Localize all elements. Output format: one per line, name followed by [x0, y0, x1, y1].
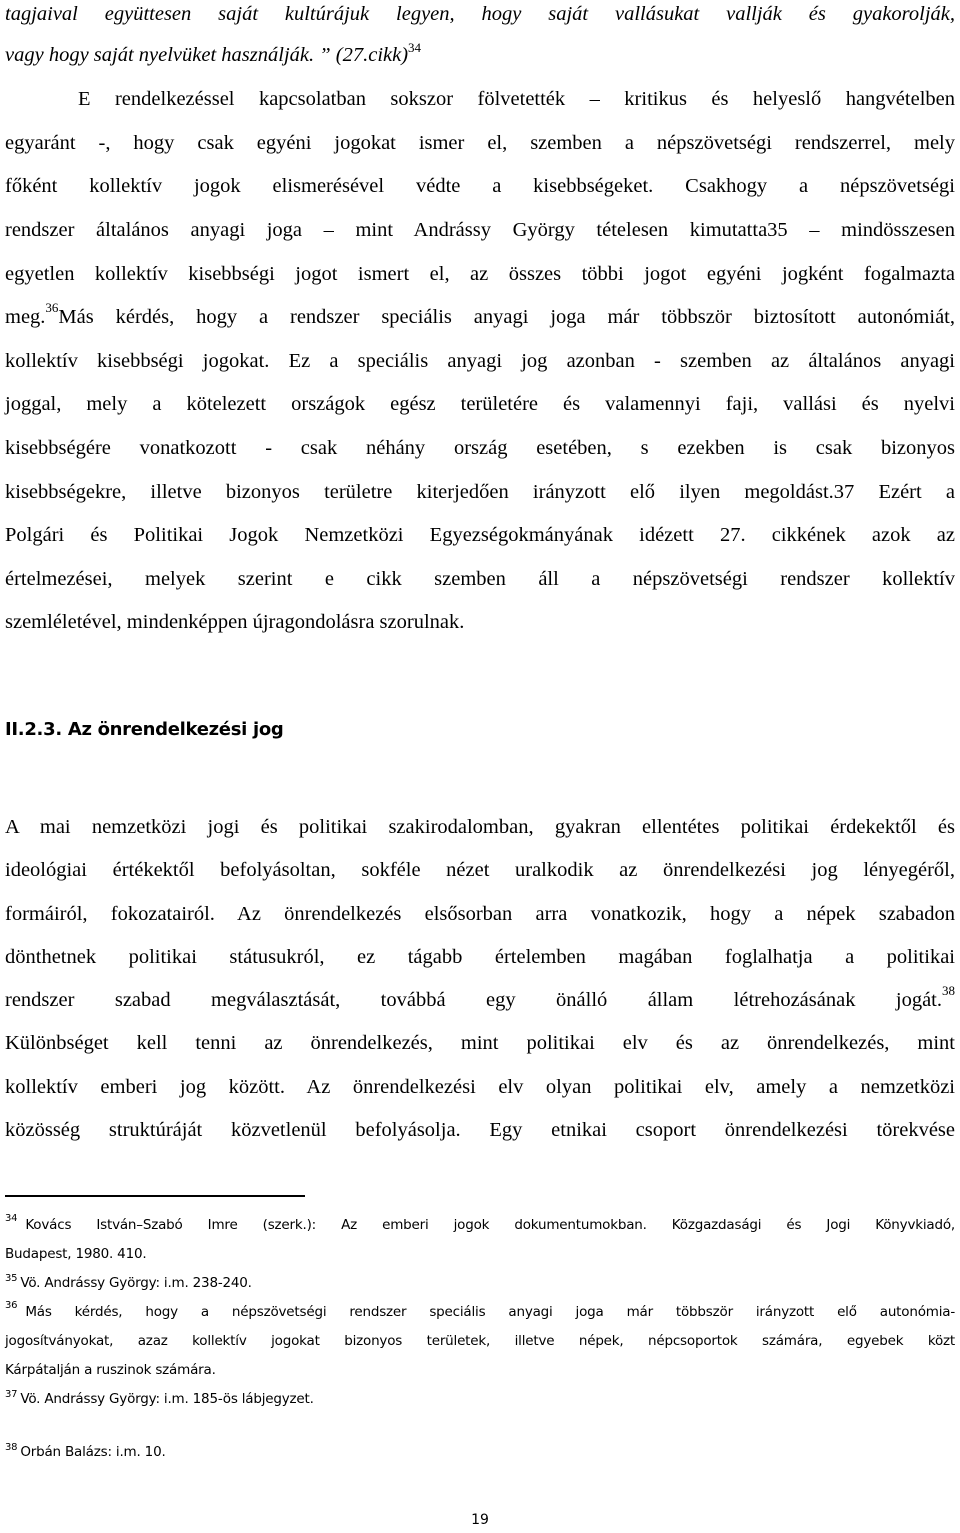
- body-line: [5, 983, 955, 1012]
- footnote-text: Orbán Balázs: i.m. 10.: [20, 1444, 166, 1460]
- text-span: Más kérdés, hogy a rendszer speciális anyagi joga már többször biztosított autonómiát,: [58, 306, 955, 328]
- body-line: [5, 436, 955, 460]
- body-line: [5, 174, 955, 198]
- text-span: ideológiai értékektől befolyásoltan, sokféle nézet uralkodik az önrendelkezési jog lényegéről,: [5, 859, 955, 881]
- footnote-text: Vö. Andrássy György: i.m. 185-ös lábjegyzet.: [20, 1391, 314, 1407]
- text-span: vagy hogy saját nyelvüket használják. ” (27.cikk): [5, 44, 409, 66]
- body-line: [5, 349, 955, 373]
- text-span: Különbséget kell tenni az önrendelkezés, mint politikai elv és az önrendelkezés, mint: [5, 1032, 955, 1054]
- body-line: [5, 567, 955, 591]
- body-line: [5, 1075, 955, 1099]
- body-line: [5, 858, 955, 882]
- text-span: értelmezései, melyek szerint e cikk szemben áll a népszövetségi rendszer kollektív: [5, 568, 955, 590]
- text-span: dönthetnek politikai státusukról, ez tágabb értelemben magában foglalhatja a politikai: [5, 946, 955, 968]
- text-span: meg.: [5, 306, 46, 328]
- body-line: [5, 300, 955, 329]
- text-span: formáiról, fokozatairól. Az önrendelkezés elsősorban arra vonatkozik, hogy a népek szabadon: [5, 903, 955, 925]
- body-line: [5, 902, 955, 926]
- text-span: közösség struktúráját közvetlenül befolyásolja. Egy etnikai csoport önrendelkezési törekvése: [5, 1119, 955, 1141]
- text-span: rendszer szabad megválasztását, továbbá egy önálló állam létrehozásának jogát.: [5, 989, 942, 1011]
- footnote-ref: 34: [408, 40, 422, 55]
- body-line: [5, 131, 955, 155]
- body-line: [5, 1031, 955, 1055]
- body-line: [5, 392, 955, 416]
- text-span: E rendelkezéssel kapcsolatban sokszor fölvetették – kritikus és helyeslő hangvételben: [78, 88, 955, 110]
- body-line: [5, 262, 955, 286]
- footnote-text: Más kérdés, hogy a népszövetségi rendszer speciális anyagi joga már többször irányzott elő autonómia-: [25, 1304, 955, 1320]
- text-span: kollektív kisebbségi jogokat. Ez a speciális anyagi jog azonban - szemben az általános anyagi: [5, 350, 955, 372]
- footnote-number: 38: [5, 1442, 18, 1453]
- text-span: kollektív emberi jog között. Az önrendelkezési elv olyan politikai elv, amely a nemzetközi: [5, 1076, 955, 1098]
- body-line: [5, 218, 955, 242]
- footnote-35: [5, 1274, 955, 1294]
- section-heading: II.2.3. Az önrendelkezési jog: [5, 719, 284, 740]
- body-line: [5, 610, 955, 634]
- text-span: egyetlen kollektív kisebbségi jogot ismert el, az összes többi jogot egyéni jogként fogalmazta: [5, 263, 955, 285]
- footnote-ref: 38: [942, 983, 955, 998]
- footnote-number: 35: [5, 1273, 18, 1284]
- footnote-34-cont: [5, 1245, 955, 1263]
- footnote-number: 34: [5, 1213, 18, 1224]
- footnote-37: [5, 1390, 955, 1410]
- footnote-ref: 36: [45, 300, 59, 315]
- text-span: kisebbségekre, illetve bizonyos területre kiterjedően irányzott elő ilyen megoldást.37 Ezért a: [5, 481, 955, 503]
- footnote-38: [5, 1443, 955, 1463]
- body-line: [5, 523, 955, 547]
- body-line: [5, 945, 955, 969]
- footnote-text: jogosítványokat, azaz kollektív jogokat bizonyos területek, illetve népek, népcsoportok számára, egyebek közt: [5, 1333, 955, 1349]
- text-span: kisebbségére vonatkozott - csak néhány ország esetében, s ezekben is csak bizonyos: [5, 437, 955, 459]
- text-span: egyaránt -, hogy csak egyéni jogokat ismer el, szemben a népszövetségi rendszerrel, mely: [5, 132, 955, 154]
- body-line: [5, 2, 955, 26]
- footnote-separator: [5, 1195, 305, 1197]
- text-span: tagjaival együttesen saját kultúrájuk legyen, hogy saját vallásukat vallják és gyakorolják,: [5, 3, 955, 25]
- text-span: rendszer általános anyagi joga – mint Andrássy György tételesen kimutatta35 – mindösszesen: [5, 219, 955, 241]
- footnote-text: Kovács István–Szabó Imre (szerk.): Az emberi jogok dokumentumokban. Közgazdasági és Jogi Könyvkiadó,: [25, 1217, 955, 1233]
- footnote-text: Budapest, 1980. 410.: [5, 1246, 147, 1262]
- body-line: [5, 815, 955, 839]
- footnote-36-cont: [5, 1332, 955, 1350]
- text-span: joggal, mely a kötelezett országok egész területére és valamennyi faji, vallási és nyelvi: [5, 393, 955, 415]
- text-span: főként kollektív jogok elismerésével védte a kisebbségeket. Csakhogy a népszövetségi: [5, 175, 955, 197]
- text-span: A mai nemzetközi jogi és politikai szakirodalomban, gyakran ellentétes politikai érdekektől és: [5, 816, 955, 838]
- body-line: [5, 40, 955, 69]
- footnote-36: [5, 1300, 955, 1321]
- footnote-36-cont: [5, 1361, 955, 1379]
- body-line: [5, 1118, 955, 1142]
- footnote-34: [5, 1213, 955, 1234]
- footnote-number: 37: [5, 1389, 18, 1400]
- footnote-text: Kárpátalján a ruszinok számára.: [5, 1362, 216, 1378]
- text-span: szemléletével, mindenképpen újragondolásra szorulnak.: [5, 611, 465, 633]
- body-line: [78, 87, 955, 111]
- page-number: 19: [471, 1512, 489, 1528]
- footnote-text: Vö. Andrássy György: i.m. 238-240.: [20, 1275, 252, 1291]
- footnote-number: 36: [5, 1300, 18, 1311]
- body-line: [5, 480, 955, 504]
- text-span: Polgári és Politikai Jogok Nemzetközi Egyezségokmányának idézett 27. cikkének azok az: [5, 524, 955, 546]
